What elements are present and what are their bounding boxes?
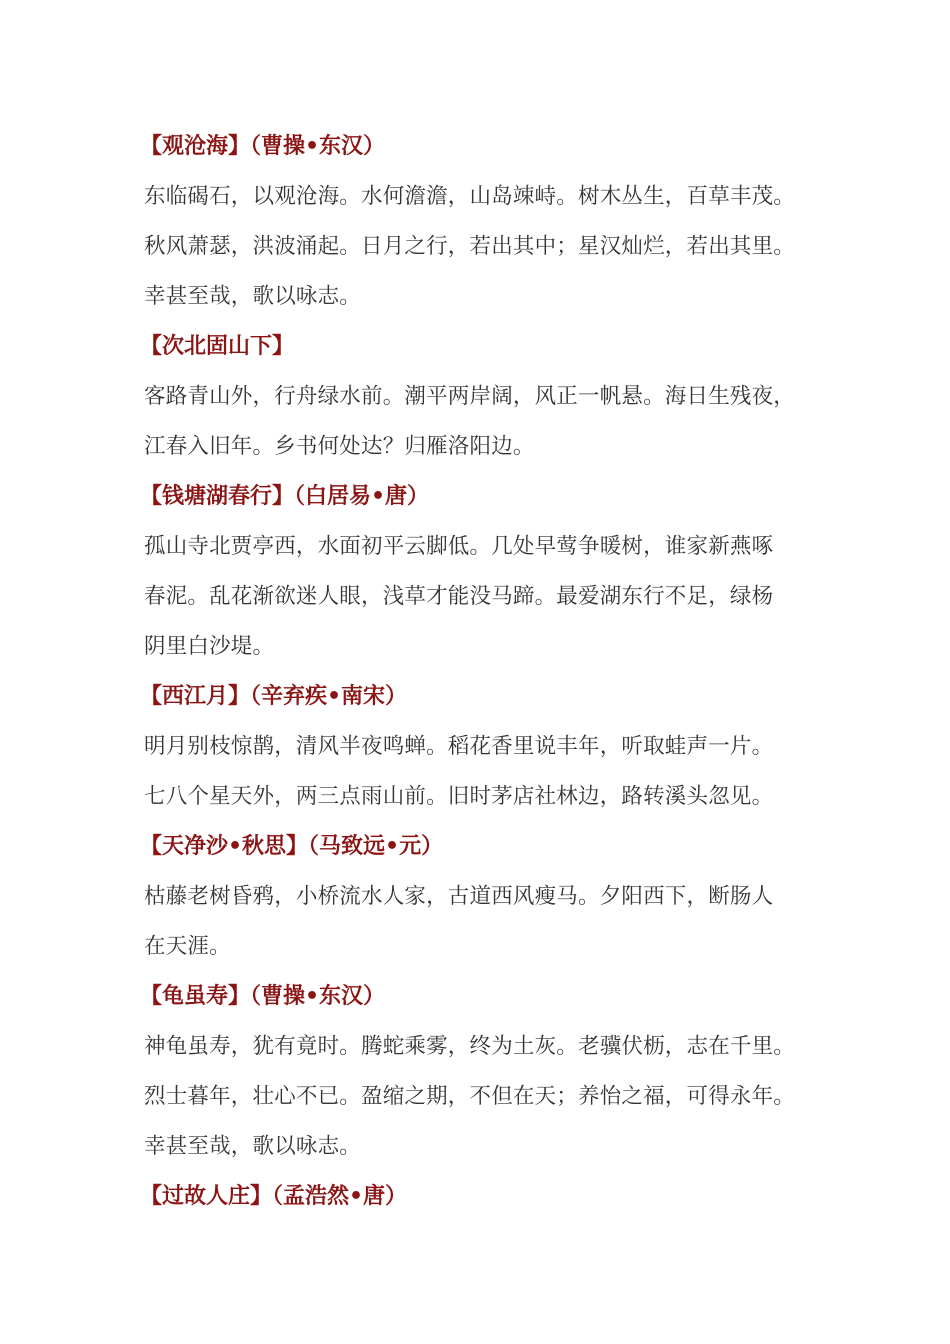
poem-guan-cang-hai bbox=[140, 122, 814, 322]
poem-line: 客路青山外，行舟绿水前。潮平两岸阔，风正一帆悬。海日生残夜， bbox=[144, 384, 796, 409]
poem-line: 东临碣石，以观沧海。水何澹澹，山岛竦峙。树木丛生，百草丰茂。 bbox=[144, 184, 796, 209]
poem-title: 【天净沙•秋思】（马致远•元） bbox=[140, 834, 444, 859]
poem-tian-jing-sha-qiu-si bbox=[140, 822, 814, 972]
poem-guo-gu-ren-zhuang bbox=[140, 1172, 814, 1222]
poem-ci-bei-gu-shan-xia bbox=[140, 322, 814, 472]
poem-line: 秋风萧瑟，洪波涌起。日月之行，若出其中；星汉灿烂，若出其里。 bbox=[144, 234, 796, 259]
poem-title: 【次北固山下】 bbox=[140, 334, 295, 359]
poem-line: 江春入旧年。乡书何处达？归雁洛阳边。 bbox=[144, 434, 535, 459]
poem-xi-jiang-yue bbox=[140, 672, 814, 822]
poem-line: 春泥。乱花渐欲迷人眼，浅草才能没马蹄。最爱湖东行不足，绿杨 bbox=[144, 584, 774, 609]
poem-line: 七八个星天外，两三点雨山前。旧时茅店社林边，路转溪头忽见。 bbox=[144, 784, 774, 809]
poem-line: 阴里白沙堤。 bbox=[144, 634, 275, 659]
poem-title: 【过故人庄】（孟浩然•唐） bbox=[140, 1184, 408, 1209]
poem-title: 【钱塘湖春行】（白居易•唐） bbox=[140, 484, 430, 509]
poem-line: 神龟虽寿，犹有竟时。腾蛇乘雾，终为土灰。老骥伏枥，志在千里。 bbox=[144, 1034, 796, 1059]
poem-line: 幸甚至哉，歌以咏志。 bbox=[144, 284, 362, 309]
document-page bbox=[140, 122, 814, 1222]
poem-line: 烈士暮年，壮心不已。盈缩之期，不但在天；养怡之福，可得永年。 bbox=[144, 1084, 796, 1109]
poem-line: 明月别枝惊鹊，清风半夜鸣蝉。稻花香里说丰年，听取蛙声一片。 bbox=[144, 734, 774, 759]
poem-qian-tang-hu-chun-xing bbox=[140, 472, 814, 672]
poem-title: 【西江月】（辛弃疾•南宋） bbox=[140, 684, 408, 709]
poem-line: 孤山寺北贾亭西，水面初平云脚低。几处早莺争暖树，谁家新燕啄 bbox=[144, 534, 774, 559]
poem-line: 幸甚至哉，歌以咏志。 bbox=[144, 1134, 362, 1159]
poem-line: 枯藤老树昏鸦，小桥流水人家，古道西风瘦马。夕阳西下，断肠人 bbox=[144, 884, 774, 909]
poem-title: 【观沧海】（曹操•东汉） bbox=[140, 134, 386, 159]
poem-line: 在天涯。 bbox=[144, 934, 231, 959]
poem-title: 【龟虽寿】（曹操•东汉） bbox=[140, 984, 386, 1009]
poem-gui-sui-shou bbox=[140, 972, 814, 1172]
